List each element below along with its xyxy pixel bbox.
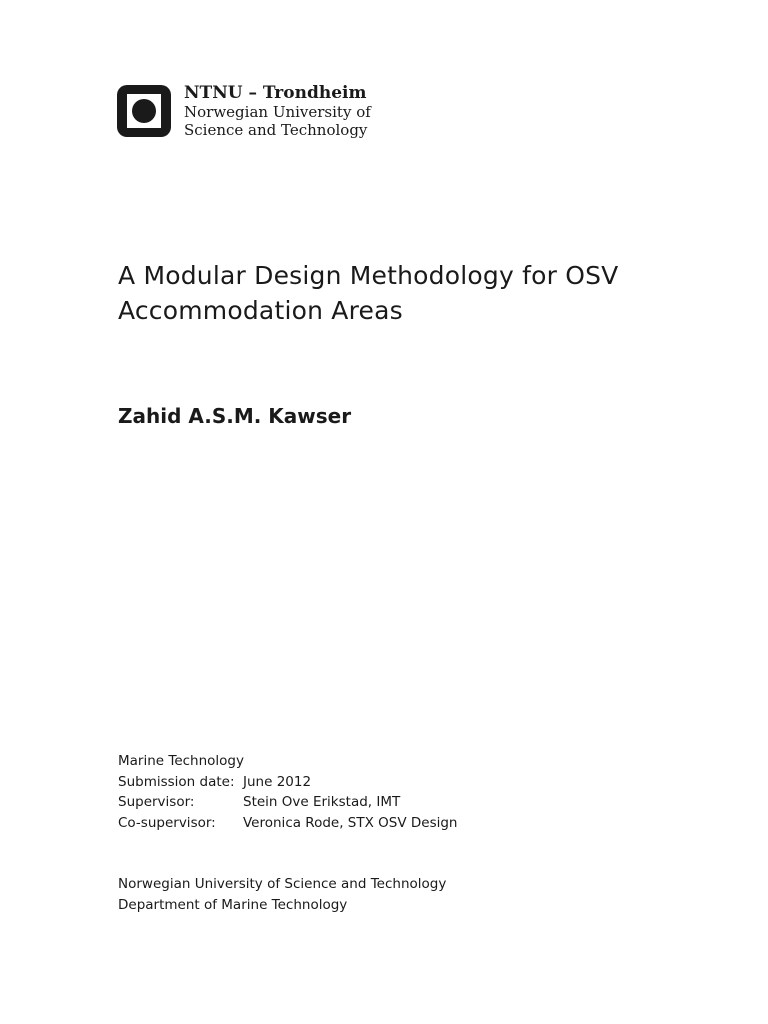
ntnu-logo-icon (117, 85, 171, 137)
meta-label: Submission date: (118, 773, 235, 790)
institution-block (184, 84, 371, 139)
logo-circle (132, 99, 156, 123)
footer-block (118, 874, 446, 915)
thesis-title-line-1: A Modular Design Methodology for OSV (118, 261, 619, 290)
meta-label: Co-supervisor: (118, 814, 216, 831)
institution-line-2: Science and Technology (184, 121, 368, 139)
meta-value: June 2012 (243, 773, 312, 790)
programme-name: Marine Technology (118, 753, 244, 769)
meta-label: Supervisor: (118, 794, 195, 810)
meta-row-submission-date (118, 772, 457, 793)
footer-department: Department of Marine Technology (118, 896, 348, 913)
meta-value: Veronica Rode, STX OSV Design (243, 814, 458, 831)
thesis-title-line-2: Accommodation Areas (118, 296, 403, 325)
author-name: Zahid A.S.M. Kawser (118, 404, 352, 428)
thesis-title (118, 258, 678, 328)
institution-name: NTNU – Trondheim (184, 83, 367, 103)
footer-university: Norwegian University of Science and Technology (118, 876, 447, 892)
meta-row-co-supervisor (118, 813, 457, 834)
programme (118, 751, 457, 772)
meta-row-supervisor (118, 792, 457, 813)
meta-value: Stein Ove Erikstad, IMT (243, 794, 401, 810)
institution-line-1: Norwegian University of (184, 103, 371, 121)
logo-square (127, 94, 161, 128)
thesis-meta (118, 751, 457, 833)
